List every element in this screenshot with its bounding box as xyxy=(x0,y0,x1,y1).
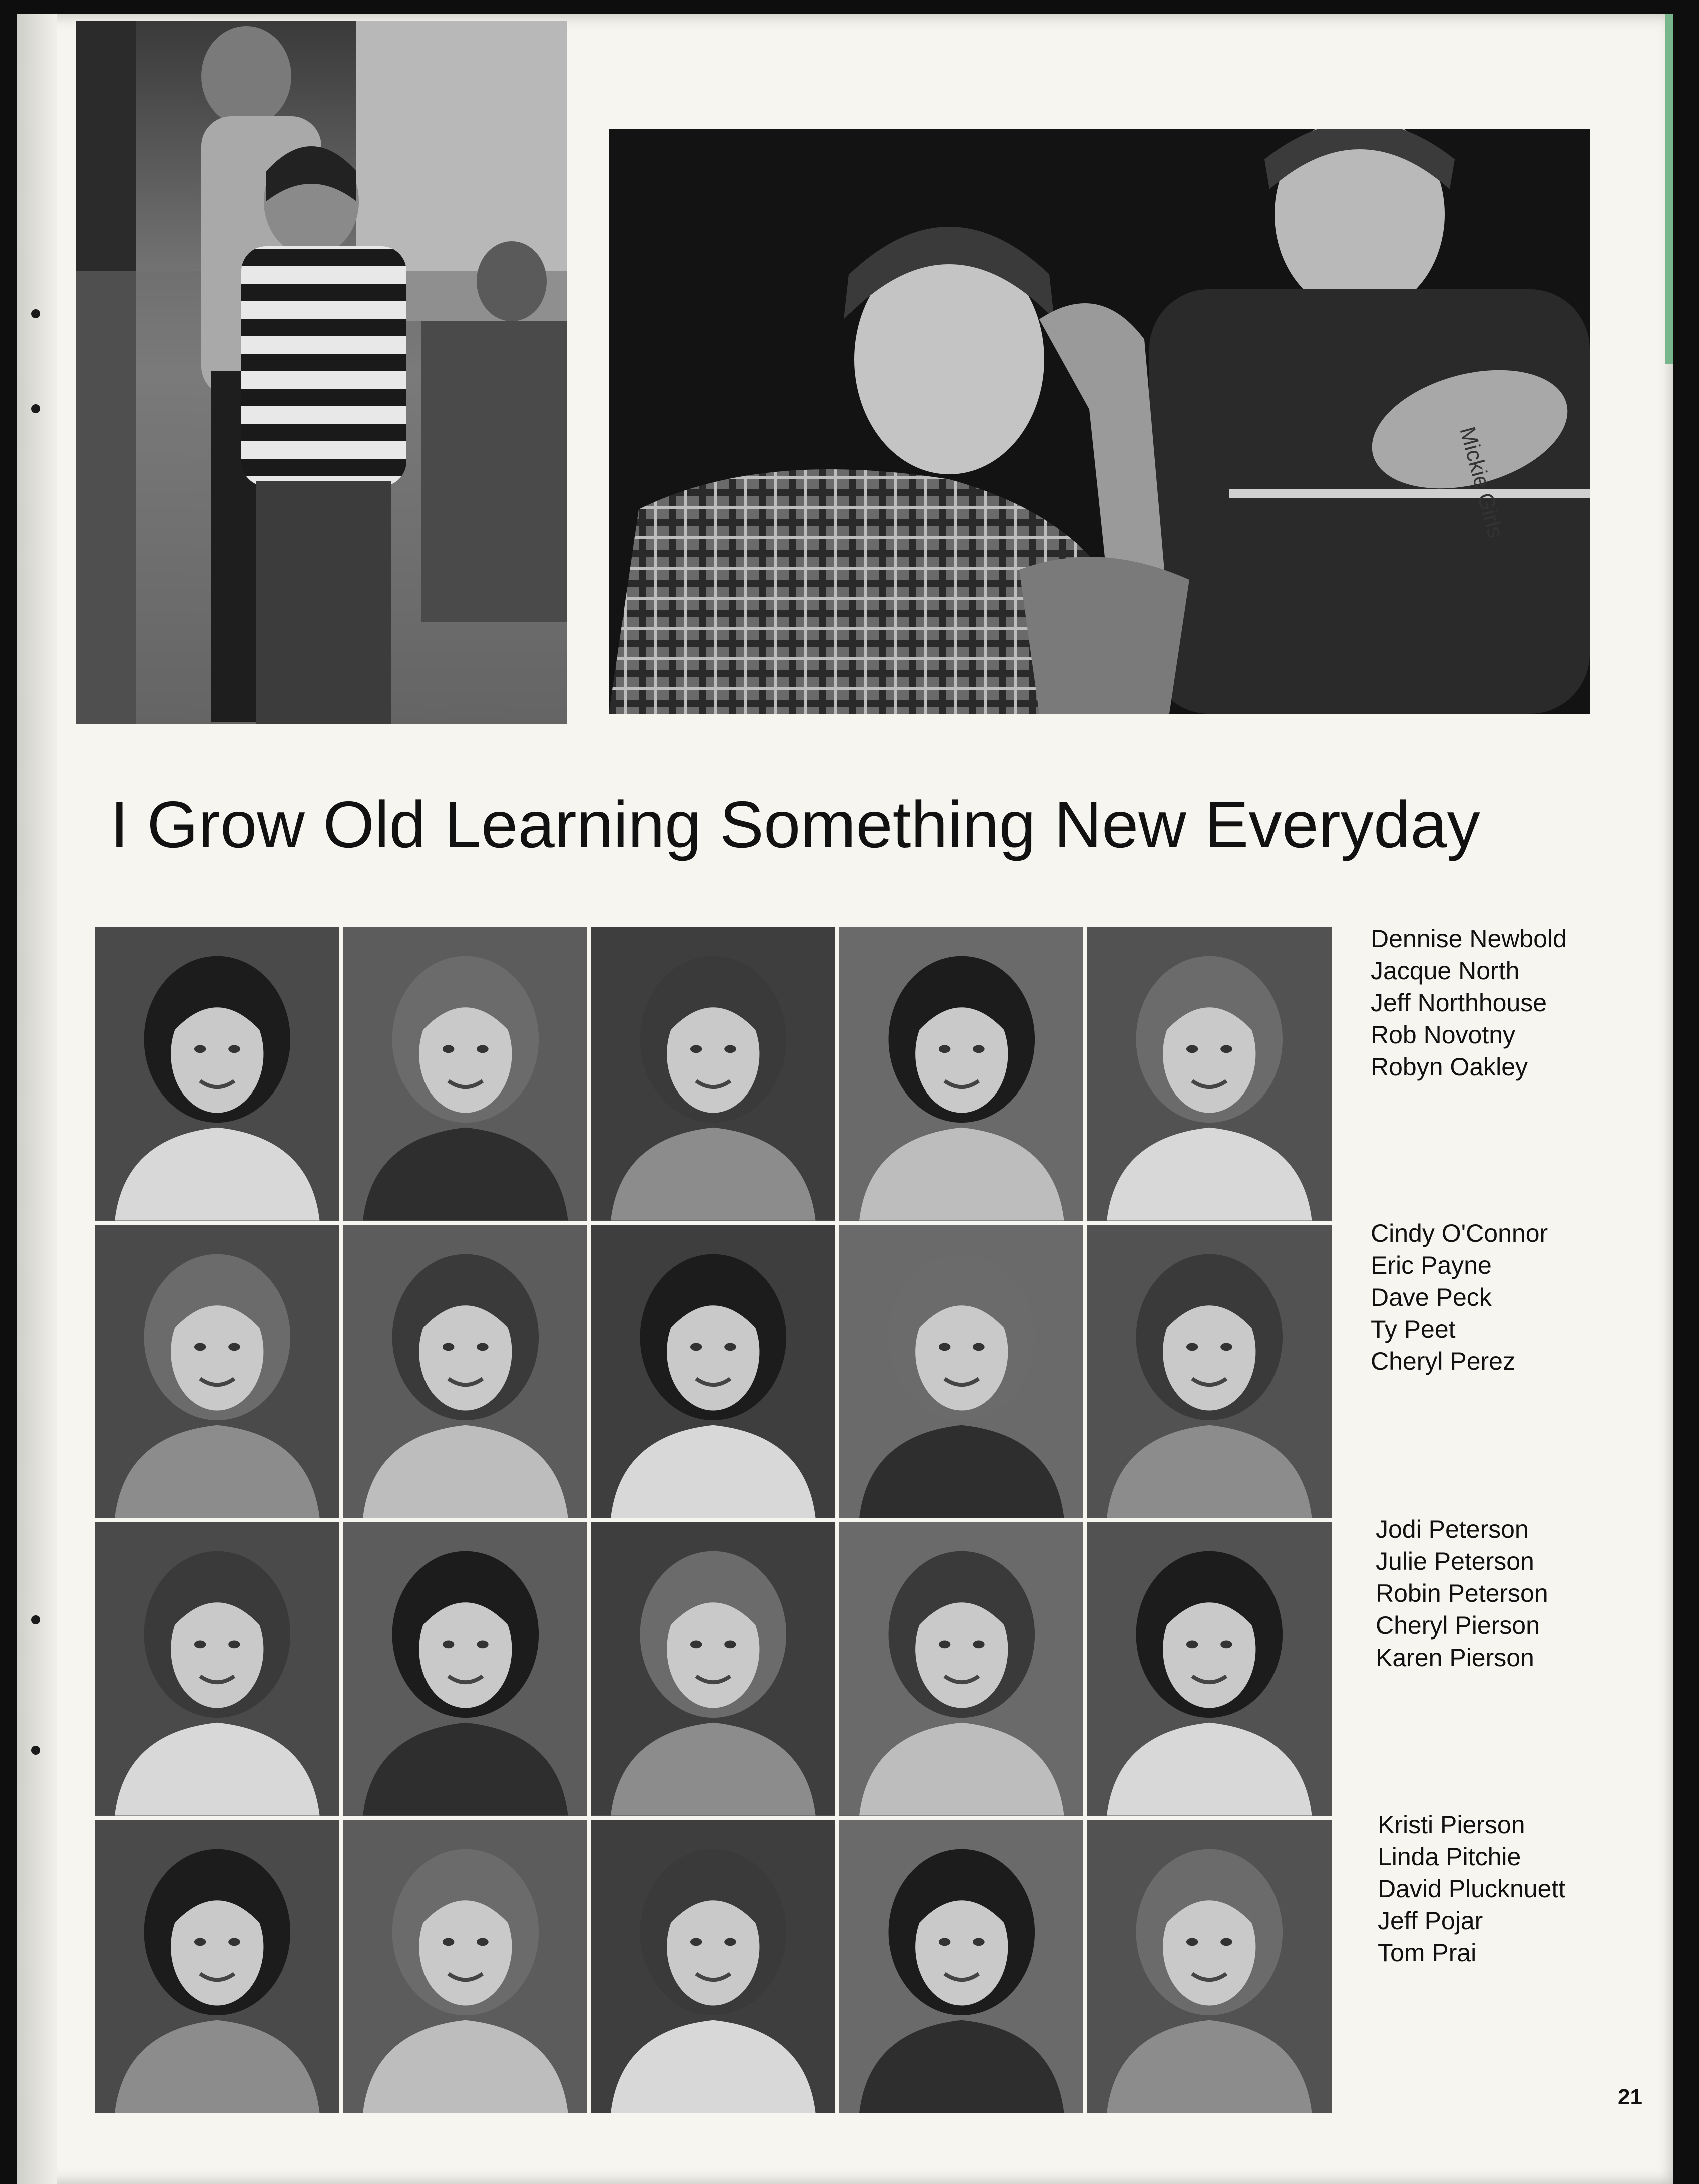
student-name: Dave Peck xyxy=(1371,1283,1492,1311)
student-portrait xyxy=(95,1820,339,2113)
student-name: Karen Pierson xyxy=(1376,1644,1534,1672)
student-name: Eric Payne xyxy=(1371,1251,1492,1279)
student-name: Cheryl Perez xyxy=(1371,1347,1515,1375)
student-portrait xyxy=(1087,1522,1332,1816)
names-row-2 xyxy=(1371,1217,1631,1377)
student-portrait xyxy=(95,1522,339,1816)
student-portrait xyxy=(839,1820,1084,2113)
binding-hole xyxy=(31,1746,40,1755)
names-row-1 xyxy=(1371,923,1631,1083)
student-portrait xyxy=(1087,927,1332,1221)
yearbook-page xyxy=(17,14,1673,2184)
binding-hole xyxy=(31,404,40,413)
binding-hole xyxy=(31,309,40,318)
student-portrait xyxy=(839,927,1084,1221)
student-portrait xyxy=(343,1820,588,2113)
student-portrait xyxy=(1087,1820,1332,2113)
student-portrait xyxy=(1087,1225,1332,1518)
student-name: Jeff Northhouse xyxy=(1371,989,1547,1017)
page-number: 21 xyxy=(1618,2085,1642,2109)
student-name: Cheryl Pierson xyxy=(1376,1611,1540,1640)
student-portrait xyxy=(591,1522,835,1816)
student-portrait xyxy=(95,1225,339,1518)
student-portrait xyxy=(95,927,339,1221)
student-portrait xyxy=(343,927,588,1221)
names-row-4 xyxy=(1378,1809,1638,1969)
binding-hole xyxy=(31,1615,40,1624)
student-portrait xyxy=(591,1820,835,2113)
student-portrait xyxy=(839,1225,1084,1518)
student-name: David Plucknuett xyxy=(1378,1875,1566,1903)
paddle-writing: Mickie Girls xyxy=(1455,424,1508,541)
student-name: Jacque North xyxy=(1371,957,1520,985)
student-name: Robyn Oakley xyxy=(1371,1053,1528,1081)
binding-gutter xyxy=(17,14,57,2184)
portrait-grid xyxy=(95,927,1332,2113)
student-name: Cindy O'Connor xyxy=(1371,1219,1548,1247)
student-name: Dennise Newbold xyxy=(1371,925,1567,953)
student-name: Jodi Peterson xyxy=(1376,1515,1529,1543)
student-portrait xyxy=(591,927,835,1221)
student-portrait xyxy=(839,1522,1084,1816)
student-portrait xyxy=(591,1225,835,1518)
student-name: Robin Peterson xyxy=(1376,1579,1548,1607)
student-name: Jeff Pojar xyxy=(1378,1907,1483,1935)
page-edge-stripe xyxy=(1665,14,1673,364)
student-name: Tom Prai xyxy=(1378,1939,1477,1967)
student-portrait xyxy=(343,1225,588,1518)
page-headline: I Grow Old Learning Something New Everyday xyxy=(110,788,1480,861)
candid-photo-hallway xyxy=(76,21,567,724)
student-name: Julie Peterson xyxy=(1376,1547,1534,1575)
student-name: Ty Peet xyxy=(1371,1315,1456,1343)
student-name: Kristi Pierson xyxy=(1378,1811,1525,1839)
student-portrait xyxy=(343,1522,588,1816)
student-name: Rob Novotny xyxy=(1371,1021,1516,1049)
candid-photo-two-boys xyxy=(609,129,1590,714)
student-name: Linda Pitchie xyxy=(1378,1843,1521,1871)
names-row-3 xyxy=(1376,1513,1636,1674)
